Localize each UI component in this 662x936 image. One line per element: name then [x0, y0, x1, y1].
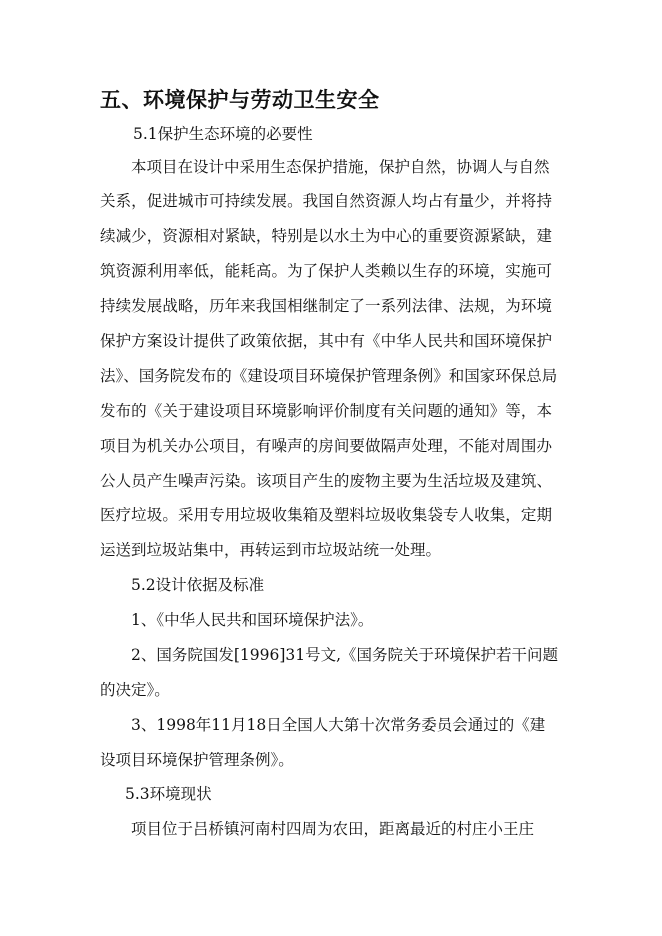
reference-item-3-cont: 设项目环境保护管理条例》。	[100, 751, 294, 769]
paragraph-line: 医疗垃圾。采用专用垃圾收集箱及塑料垃圾收集袋专人收集，定期	[100, 506, 552, 524]
paragraph-line: 本项目在设计中采用生态保护措施，保护自然，协调人与自然	[131, 158, 550, 176]
paragraph-line: 关系，促进城市可持续发展。我国自然资源人均占有量少，并将持	[100, 192, 552, 210]
paragraph-line: 续减少，资源相对紧缺，特别是以水土为中心的重要资源紧缺，建	[100, 227, 552, 245]
chapter-heading: 五、环境保护与劳动卫生安全	[100, 88, 380, 112]
paragraph-line: 公人员产生噪声污染。该项目产生的废物主要为生活垃圾及建筑、	[100, 472, 552, 490]
paragraph-line: 持续发展战略，历年来我国相继制定了一系列法律、法规，为环境	[100, 297, 552, 315]
paragraph-line: 保护方案设计提供了政策依据，其中有《中华人民共和国环境保护	[100, 332, 552, 350]
paragraph-line: 运送到垃圾站集中，再转运到市垃圾站统一处理。	[100, 541, 442, 559]
paragraph-line: 筑资源利用率低，能耗高。为了保护人类赖以生存的环境，实施可	[100, 262, 552, 280]
paragraph-line: 发布的《关于建设项目环境影响评价制度有关问题的通知》等，本	[100, 402, 552, 420]
reference-item-1: 1、《中华人民共和国环境保护法》。	[131, 611, 374, 629]
paragraph-line: 项目位于吕桥镇河南村四周为农田，距离最近的村庄小王庄	[131, 820, 535, 838]
reference-item-3: 3、1998年11月18日全国人大第十次常务委员会通过的《建	[131, 716, 546, 734]
paragraph-line: 法》、国务院发布的《建设项目环境保护管理条例》和国家环保总局	[100, 367, 558, 385]
section-5-2-title: 5.2设计依据及标准	[131, 576, 265, 594]
reference-item-2-cont: 的决定》。	[100, 681, 170, 699]
section-5-1-title: 5.1保护生态环境的必要性	[133, 125, 313, 143]
paragraph-line: 项目为机关办公项目，有噪声的房间要做隔声处理，不能对周围办	[100, 437, 552, 455]
section-5-3-title: 5.3环境现状	[125, 785, 212, 803]
reference-item-2: 2、国务院国发[1996]31号文,《国务院关于环境保护若干问题	[131, 646, 559, 664]
